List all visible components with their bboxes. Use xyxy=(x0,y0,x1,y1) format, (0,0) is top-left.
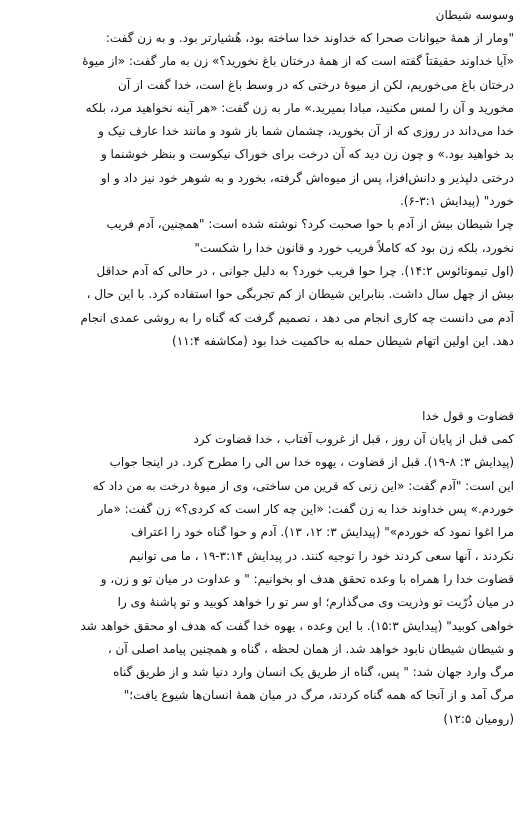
paragraph-line: در میان ذُرّیت تو وذریت وی می‌گذارم؛ او سر تو را خواهد کوبید و تو پاشنهٔ وی را xyxy=(117,595,514,610)
paragraph-line: درختی دلپذیر و دانش‌افزا، پس از میوه‌اش گرفته، بخورد و به شوهر خود نیز داد و او xyxy=(100,170,514,185)
paragraph-line: و شیطان شیطان نابود خواهد شد. از همان لحظه ، گناه و همچنین پیامد اصلی آن ، xyxy=(107,641,514,656)
section-title-temptation: وسوسه شیطان xyxy=(435,8,514,22)
paragraph-line: درختان باغ می‌خوریم، لکن از میوهٔ درختی که در وسط باغ است، خدا گفت از آن xyxy=(118,77,514,92)
paragraph-line: مرگ وارد جهان شد: " پس، گناه از طریق یک انسان وارد دنیا شد و از طریق گناه xyxy=(113,665,514,680)
section-body-judgment xyxy=(6,428,514,731)
paragraph-line: دهد. این اولین اتهام شیطان حمله به حاکمیت خدا بود (مکاشفه ۱۱:۴) xyxy=(172,333,514,348)
paragraph-line: نخورد، بلکه زن بود که کاملاً فریب خورد و قانون خدا را شکست" xyxy=(194,240,514,255)
paragraph-line: بیش از چهل سال داشت. بنابراین شیطان از کم تجربگی حوا استفاده کرد. با این حال ، xyxy=(86,287,514,302)
paragraph-line: (پیدایش ۳: ۸-۱۹). قبل از قضاوت ، یهوه خدا س الی را مطرح کرد. در اینجا جواب xyxy=(109,455,514,470)
paragraph-line: قضاوت خدا را همراه با وعده تحقق هدف او بخوانیم: " و عداوت در میان تو و زن، و xyxy=(100,571,514,586)
paragraph-line: خورد" (پیدایش ۳:۱-۶). xyxy=(399,194,514,209)
section-body-temptation xyxy=(6,27,514,353)
section-title-judgment: قضاوت و قول خدا xyxy=(422,409,514,424)
paragraph-line: بد خواهید بود.» و چون زن دید که آن درخت برای خوراک نیکوست و بنظر خوشنما و xyxy=(100,147,514,162)
section-spacer xyxy=(6,353,514,405)
paragraph-line: این است: "آدم گفت: «این زنی که قرین من ساختی، وی از میوهٔ درخت به من داد که xyxy=(92,478,514,493)
paragraph-line: خواهی کوبید" (پیدایش ۱۵:۳). با این وعده ، یهوه خدا گفت که هدف او محقق خواهد شد xyxy=(80,618,514,633)
paragraph-line: مرگ آمد و از آنجا که همه گناه کردند، مرگ در میان همهٔ انسان‌ها شیوع یافت؛" xyxy=(123,688,514,703)
paragraph-line: خوردم.» پس خداوند خدا به زن گفت: «این چه کار است که کردی؟» زن گفت: «مار xyxy=(97,502,514,517)
paragraph-line: کمی قبل از پایان آن روز ، قبل از غروب آفتاب ، خدا قضاوت کرد xyxy=(193,432,514,447)
paragraph-line: مرا اغوا نمود که خوردم»" (پیدایش ۳: ۱۲، ۱۳). آدم و حوا گناه خود را اعتراف xyxy=(130,525,514,540)
paragraph-line: نکردند ، آنها سعی کردند خود را توجیه کنند. در پیدایش ۳:۱۴-۱۹ ، ما می توانیم xyxy=(128,548,514,563)
paragraph-line: «آیا خداوند حقیقتاً گفته است که از همهٔ درختان باغ نخورید؟» زن به مار گفت: «از میوهٔ xyxy=(82,54,514,69)
paragraph-line: چرا شیطان بیش از آدم با حوا صحبت کرد؟ نوشته شده است: "همچنین، آدم فریب xyxy=(106,217,514,232)
paragraph-line: "ومار از همهٔ حیوانات صحرا که خداوند خدا ساخته بود، هُشیارتر بود. و به زن گفت: xyxy=(105,31,514,45)
paragraph-line: مخورید و آن را لمس مکنید، مبادا بمیرید.» مار به زن گفت: «هر آینه نخواهید مرد، بلکه xyxy=(85,100,514,115)
paragraph-line: (رومیان ۱۲:۵) xyxy=(443,711,514,726)
paragraph-line: آدم می دانست چه کاری انجام می دهد ، تصمیم گرفت که گناه را به روشی عمدی انجام xyxy=(80,310,514,325)
paragraph-line: (اول تیموتائوس ۱۴:۲). چرا حوا فریب خورد؟ به دلیل جوانی ، در حالی که آدم حداقل xyxy=(96,263,514,278)
paragraph-line: خدا می‌داند در روزی که از آن بخورید، چشمان شما باز شود و مانند خدا عارف نیک و xyxy=(98,124,514,139)
